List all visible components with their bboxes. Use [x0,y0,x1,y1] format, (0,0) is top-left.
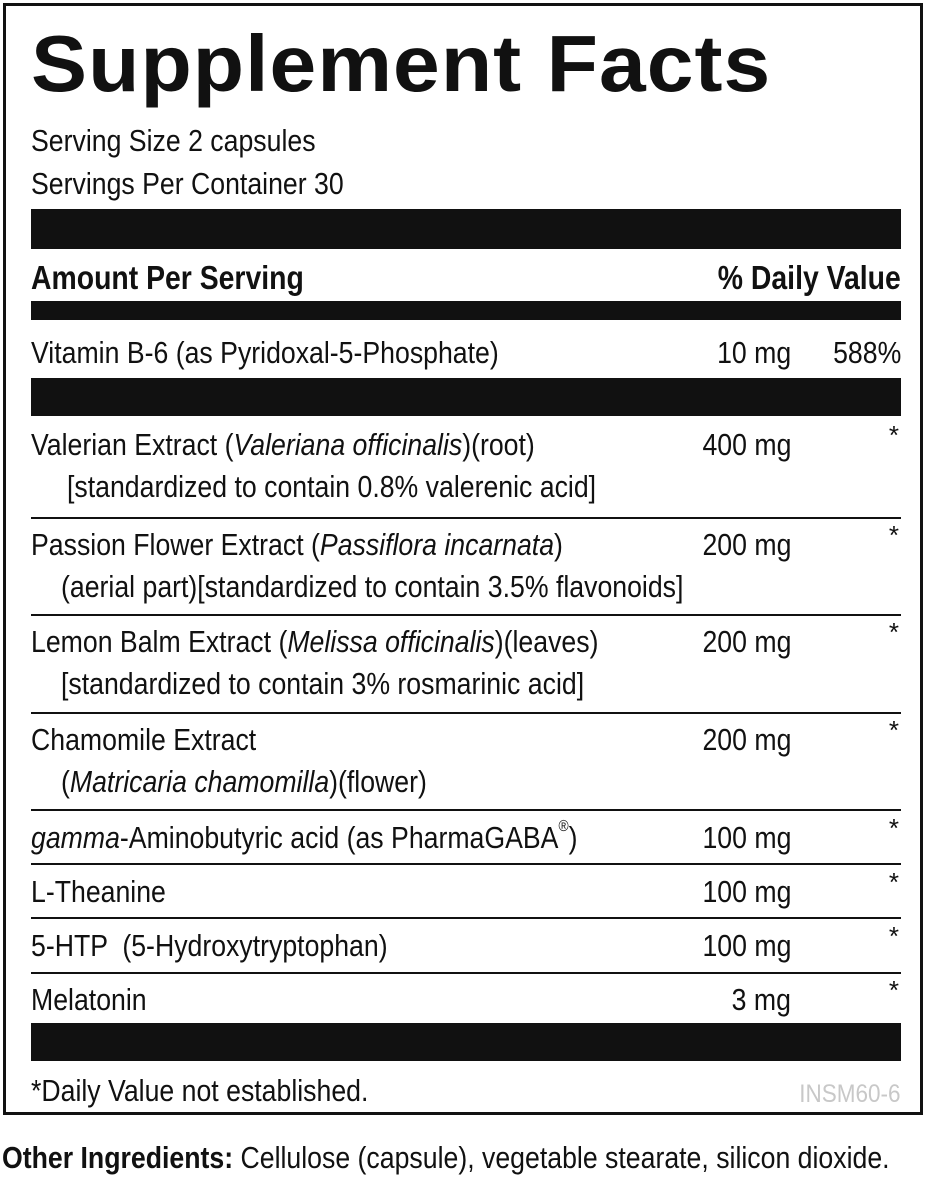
ingredient-name: Melatonin [31,982,147,1017]
row-divider [31,517,901,519]
servings-per-container: Servings Per Container 30 [31,166,344,201]
ingredient-daily-value: * [888,813,899,843]
ingredient-daily-value: * [888,921,899,951]
registered-mark: ® [558,818,569,835]
ingredient-amount: 200 mg [702,624,791,659]
other-ingredients [2,1136,890,1180]
supplement-facts-panel: Supplement Facts Serving Size 2 capsules Servings Per Container 30 Amount Per Serving % Daily Value Vitamin B-6 (as Pyridoxal-5-Phosphate) 10 mg 588% Valerian Extract (Valeriana officinalis)(root) [standardized to contain 0.8% valerenic acid] 400 mg * Passion Flower Extract (Passiflora incarnata) (aerial part)[standardized to contain 3.5% flavonoids] 200 mg * Lemon Balm Extract (Melissa officinalis)(leaves) [standardized to contain 3% rosmarinic acid] 200 mg * Chamomile Extract (Matricaria chamomilla)(flower) 200 mg * gamma-Aminobutyric acid (as PharmaGABA®) 100 mg * L-Theanine 100 mg * 5-HTP (5-Hydroxytryptophan) 100 mg * Melatonin 3 mg * *Daily Value not established. INSM60-6 [3,3,923,1115]
row-divider [31,863,901,865]
nutrient-name: Vitamin B-6 (as Pyridoxal-5-Phosphate) [31,335,499,370]
ingredient-amount: 3 mg [731,982,791,1017]
ingredient-daily-value: * [888,617,899,647]
ingredient-daily-value: * [888,975,899,1005]
thick-divider [31,1023,901,1061]
nutrient-daily-value: 588% [832,335,901,370]
ingredient-daily-value: * [888,867,899,897]
amount-per-serving-label: Amount Per Serving [31,259,304,296]
ingredient-amount: 200 mg [702,527,791,562]
ingredient-amount: 100 mg [702,820,791,855]
ingredient-subtext: [standardized to contain 3% rosmarinic acid] [61,666,585,701]
ingredient-subtext: [standardized to contain 0.8% valerenic acid] [67,469,597,504]
ingredient-amount: 400 mg [702,427,791,462]
row-divider [31,917,901,919]
product-code: INSM60-6 [799,1080,901,1108]
daily-value-footnote: *Daily Value not established. [31,1073,369,1108]
ingredient-subtext: (aerial part)[standardized to contain 3.5% flavonoids] [61,569,684,604]
ingredient-name: 5-HTP (5-Hydroxytryptophan) [31,928,388,963]
serving-size: Serving Size 2 capsules [31,123,316,158]
row-divider [31,614,901,616]
medium-divider [31,301,901,320]
ingredient-subtext: (Matricaria chamomilla)(flower) [61,764,427,799]
ingredient-daily-value: * [888,520,899,550]
panel-title: Supplement Facts [31,19,772,108]
ingredient-name: Chamomile Extract [31,722,257,757]
row-divider [31,712,901,714]
row-divider [31,972,901,974]
thick-divider [31,378,901,416]
ingredient-amount: 100 mg [702,928,791,963]
ingredient-amount: 200 mg [702,722,791,757]
ingredient-daily-value: * [888,715,899,745]
column-header [31,254,901,302]
thick-divider [31,209,901,249]
ingredient-amount: 100 mg [702,874,791,909]
daily-value-label: % Daily Value [718,259,901,296]
other-ingredients-text: Cellulose (capsule), vegetable stearate, silicon dioxide. [233,1140,890,1175]
ingredient-daily-value: * [888,420,899,450]
other-ingredients-label: Other Ingredients: [2,1140,234,1175]
row-divider [31,809,901,811]
ingredient-name: L-Theanine [31,874,166,909]
nutrient-amount: 10 mg [716,335,791,370]
